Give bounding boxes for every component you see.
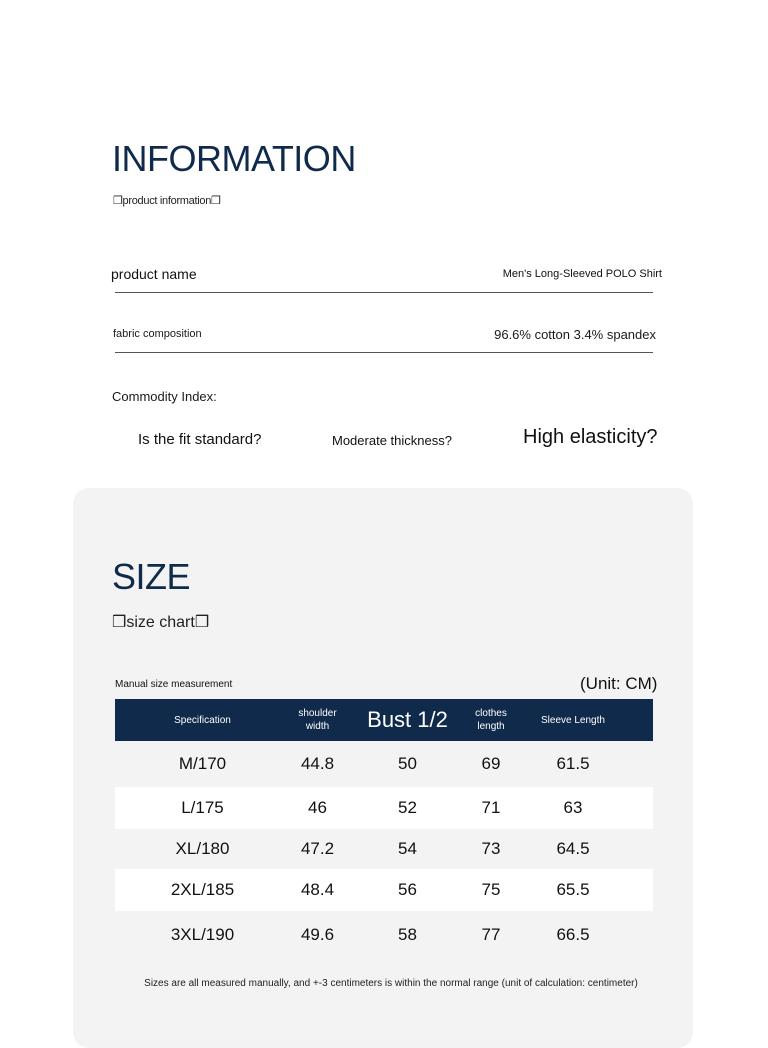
header-shoulder-width: shoulder width (298, 708, 337, 732)
cell-bust: 54 (398, 839, 417, 858)
header-specification: Specification (174, 714, 231, 726)
header-clothes-length: clothes length (475, 708, 507, 732)
product-name-value: Men's Long-Sleeved POLO Shirt (502, 268, 662, 280)
high-elasticity-item: High elasticity? (523, 426, 658, 448)
product-name-label: product name (111, 266, 197, 282)
size-title: SIZE (112, 556, 191, 597)
cell-bust: 50 (398, 754, 417, 773)
fabric-composition-label: fabric composition (113, 328, 202, 340)
information-subtitle: ❒product information❒ (113, 195, 221, 207)
fabric-composition-value: 96.6% cotton 3.4% spandex (494, 327, 656, 342)
cell-shoulder-width: 48.4 (300, 880, 335, 899)
size-table (115, 699, 653, 959)
commodity-index-label: Commodity Index: (112, 389, 217, 404)
table-row (115, 911, 653, 959)
cell-shoulder-width: 47.2 (300, 839, 335, 858)
cell-clothes-length: 71 (481, 798, 501, 817)
size-subtitle: ❒size chart❒ (112, 614, 210, 631)
table-row (115, 741, 653, 787)
cell-specification: XL/180 (175, 839, 230, 858)
cell-specification: M/170 (178, 754, 227, 773)
cell-sleeve-length: 66.5 (556, 925, 590, 944)
cell-bust: 52 (398, 798, 417, 817)
cell-specification: 2XL/185 (170, 880, 235, 899)
fit-standard-item: Is the fit standard? (138, 431, 262, 448)
table-row (115, 829, 653, 869)
table-row (115, 787, 653, 829)
table-header (115, 699, 653, 741)
manual-measurement-label: Manual size measurement (115, 679, 233, 690)
cell-sleeve-length: 65.5 (556, 880, 590, 899)
cell-clothes-length: 75 (481, 880, 501, 899)
cell-sleeve-length: 63 (563, 798, 583, 817)
cell-sleeve-length: 64.5 (556, 839, 590, 858)
unit-label: (Unit: CM) (580, 674, 658, 693)
cell-bust: 56 (398, 880, 417, 899)
table-row (115, 869, 653, 911)
cell-clothes-length: 69 (481, 754, 501, 773)
cell-shoulder-width: 44.8 (300, 754, 335, 773)
header-bust: Bust 1/2 (367, 707, 448, 732)
cell-shoulder-width: 49.6 (300, 925, 335, 944)
cell-specification: 3XL/190 (170, 925, 235, 944)
cell-specification: L/175 (181, 798, 224, 817)
divider (115, 292, 653, 293)
information-title: INFORMATION (112, 138, 356, 179)
cell-sleeve-length: 61.5 (556, 754, 590, 773)
cell-clothes-length: 73 (481, 839, 501, 858)
cell-bust: 58 (398, 925, 417, 944)
cell-clothes-length: 77 (481, 925, 501, 944)
size-footnote: Sizes are all measured manually, and +-3 centimeters is within the normal range (unit of calculation: centimeter) (144, 978, 638, 989)
cell-shoulder-width: 46 (308, 798, 327, 817)
header-sleeve-length: Sleeve Length (541, 714, 605, 726)
moderate-thickness-item: Moderate thickness? (332, 433, 452, 448)
divider (115, 352, 653, 353)
